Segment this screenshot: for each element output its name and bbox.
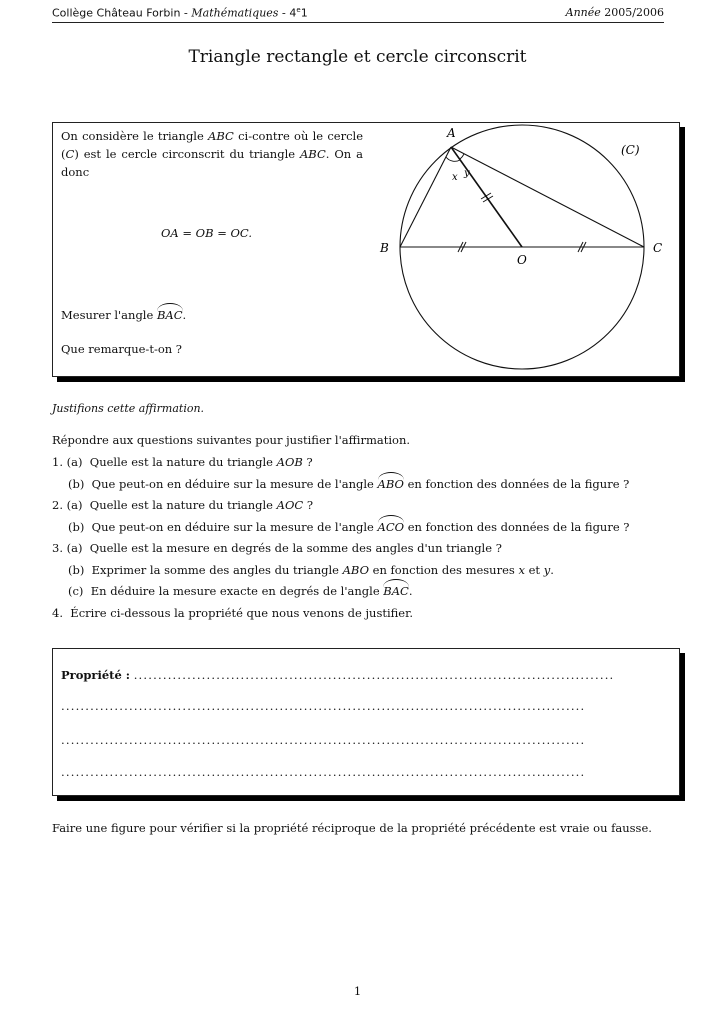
question-end: . bbox=[408, 584, 413, 598]
question-1b bbox=[68, 477, 629, 491]
angle-bac: BAC bbox=[156, 308, 183, 322]
triangle-name: ABC bbox=[208, 129, 234, 143]
justify-heading: Justifions cette affirmation. bbox=[52, 402, 205, 415]
property-dots: ............................................................................................................ bbox=[61, 699, 586, 713]
question-number: (c) bbox=[68, 584, 84, 598]
class-prefix: - 4 bbox=[278, 6, 297, 20]
question-number: (b) bbox=[68, 563, 85, 577]
triangle-abo: ABO bbox=[342, 563, 370, 577]
equality: OA = OB = OC. bbox=[161, 226, 252, 240]
page-number: 1 bbox=[353, 984, 362, 998]
measure-text: Mesurer l'angle bbox=[61, 308, 157, 322]
question-3a bbox=[52, 541, 502, 555]
intro-part: On considère le triangle bbox=[61, 129, 209, 143]
class-sup: e bbox=[296, 6, 301, 14]
question-4 bbox=[52, 606, 413, 620]
question-text: Quelle est la nature du triangle bbox=[89, 455, 277, 469]
question-number: 1. (a) bbox=[52, 455, 83, 469]
header-left bbox=[52, 6, 308, 20]
question-2b bbox=[68, 520, 629, 534]
triangle-aob: AOB bbox=[276, 455, 303, 469]
question-text: En déduire la mesure exacte en degrés de l'angle bbox=[90, 584, 384, 598]
question-2a bbox=[52, 498, 313, 512]
question-end: . bbox=[550, 563, 554, 577]
school-name: Collège Château Forbin - bbox=[52, 6, 192, 20]
figure-box bbox=[52, 122, 680, 377]
header-right bbox=[566, 6, 664, 19]
question-end: en fonction des données de la figure ? bbox=[404, 520, 630, 534]
question-end: ? bbox=[302, 455, 313, 469]
page-header bbox=[52, 6, 664, 23]
label-c: C bbox=[653, 241, 663, 255]
question-1a bbox=[52, 455, 313, 469]
property-line-2 bbox=[61, 699, 671, 713]
segment-ac bbox=[451, 147, 644, 247]
angle-abo: ABO bbox=[377, 477, 404, 491]
intro-part: . On a donc bbox=[61, 147, 363, 179]
triangle-name: ABC bbox=[300, 147, 326, 161]
question-3b bbox=[68, 563, 554, 577]
remark-question: Que remarque-t-on ? bbox=[61, 342, 182, 356]
question-3c bbox=[68, 584, 413, 598]
subject: Mathématiques bbox=[191, 6, 279, 20]
questions-intro: Répondre aux questions suivantes pour justifier l'affirmation. bbox=[52, 433, 411, 447]
label-o: O bbox=[517, 253, 527, 267]
segment-ab bbox=[400, 147, 451, 247]
question-number: 4. bbox=[52, 606, 63, 620]
tick-marks bbox=[458, 193, 586, 252]
segment-ao bbox=[451, 147, 522, 247]
triangle-aoc: AOC bbox=[276, 498, 304, 512]
property-line-3 bbox=[61, 733, 671, 747]
year-label: Année bbox=[565, 6, 601, 19]
question-text: Quelle est la nature du triangle bbox=[89, 498, 277, 512]
angle-bac: BAC bbox=[383, 584, 409, 598]
label-a: A bbox=[447, 126, 456, 140]
property-box bbox=[52, 648, 680, 796]
question-end: ? bbox=[303, 498, 314, 512]
label-circle: (C) bbox=[621, 143, 640, 157]
question-number: (b) bbox=[68, 477, 85, 491]
question-text: Quelle est la mesure en degrés de la somme des angles d'un triangle ? bbox=[89, 541, 502, 555]
property-line-4 bbox=[61, 765, 671, 779]
property-line-1 bbox=[61, 668, 671, 682]
question-text: et bbox=[524, 563, 544, 577]
question-text: Que peut-on en déduire sur la mesure de l'angle bbox=[91, 520, 378, 534]
label-x: x bbox=[452, 172, 458, 183]
question-text: Exprimer la somme des angles du triangle bbox=[91, 563, 343, 577]
angle-aco: ACO bbox=[377, 520, 405, 534]
intro-text bbox=[61, 127, 363, 181]
page-title: Triangle rectangle et cercle circonscrit bbox=[188, 47, 527, 67]
question-number: (b) bbox=[68, 520, 85, 534]
measure-instruction bbox=[61, 308, 186, 322]
reciprocal-instruction: Faire une figure pour vérifier si la propriété réciproque de la propriété précédente est vraie ou fausse. bbox=[52, 821, 652, 835]
question-text: en fonction des mesures bbox=[369, 563, 519, 577]
question-end: en fonction des données de la figure ? bbox=[403, 477, 630, 491]
year: 2005/2006 bbox=[600, 6, 664, 19]
var-x: x bbox=[518, 563, 525, 577]
property-dots: ............................................................................................................ bbox=[61, 733, 586, 747]
question-number: 2. (a) bbox=[52, 498, 83, 512]
geometry-figure bbox=[371, 123, 681, 377]
circle-name: C bbox=[65, 147, 75, 161]
label-b: B bbox=[380, 241, 389, 255]
property-dots: ................................................................................................... bbox=[133, 668, 615, 682]
question-text: Que peut-on en déduire sur la mesure de l'angle bbox=[91, 477, 378, 491]
intro-part: ) est le cercle circonscrit du triangle bbox=[74, 147, 300, 161]
question-number: 3. (a) bbox=[52, 541, 83, 555]
property-label: Propriété : bbox=[61, 668, 131, 682]
angle-y-arc bbox=[460, 154, 464, 159]
intro-part: ci-contre où le cercle ( bbox=[61, 129, 363, 161]
question-text: Écrire ci-dessous la propriété que nous venons de justifier. bbox=[70, 606, 414, 620]
property-dots: ............................................................................................................ bbox=[61, 765, 586, 779]
label-y: y bbox=[464, 168, 470, 179]
class-num: 1 bbox=[300, 6, 308, 20]
var-y: y bbox=[543, 563, 551, 577]
measure-end: . bbox=[182, 308, 187, 322]
